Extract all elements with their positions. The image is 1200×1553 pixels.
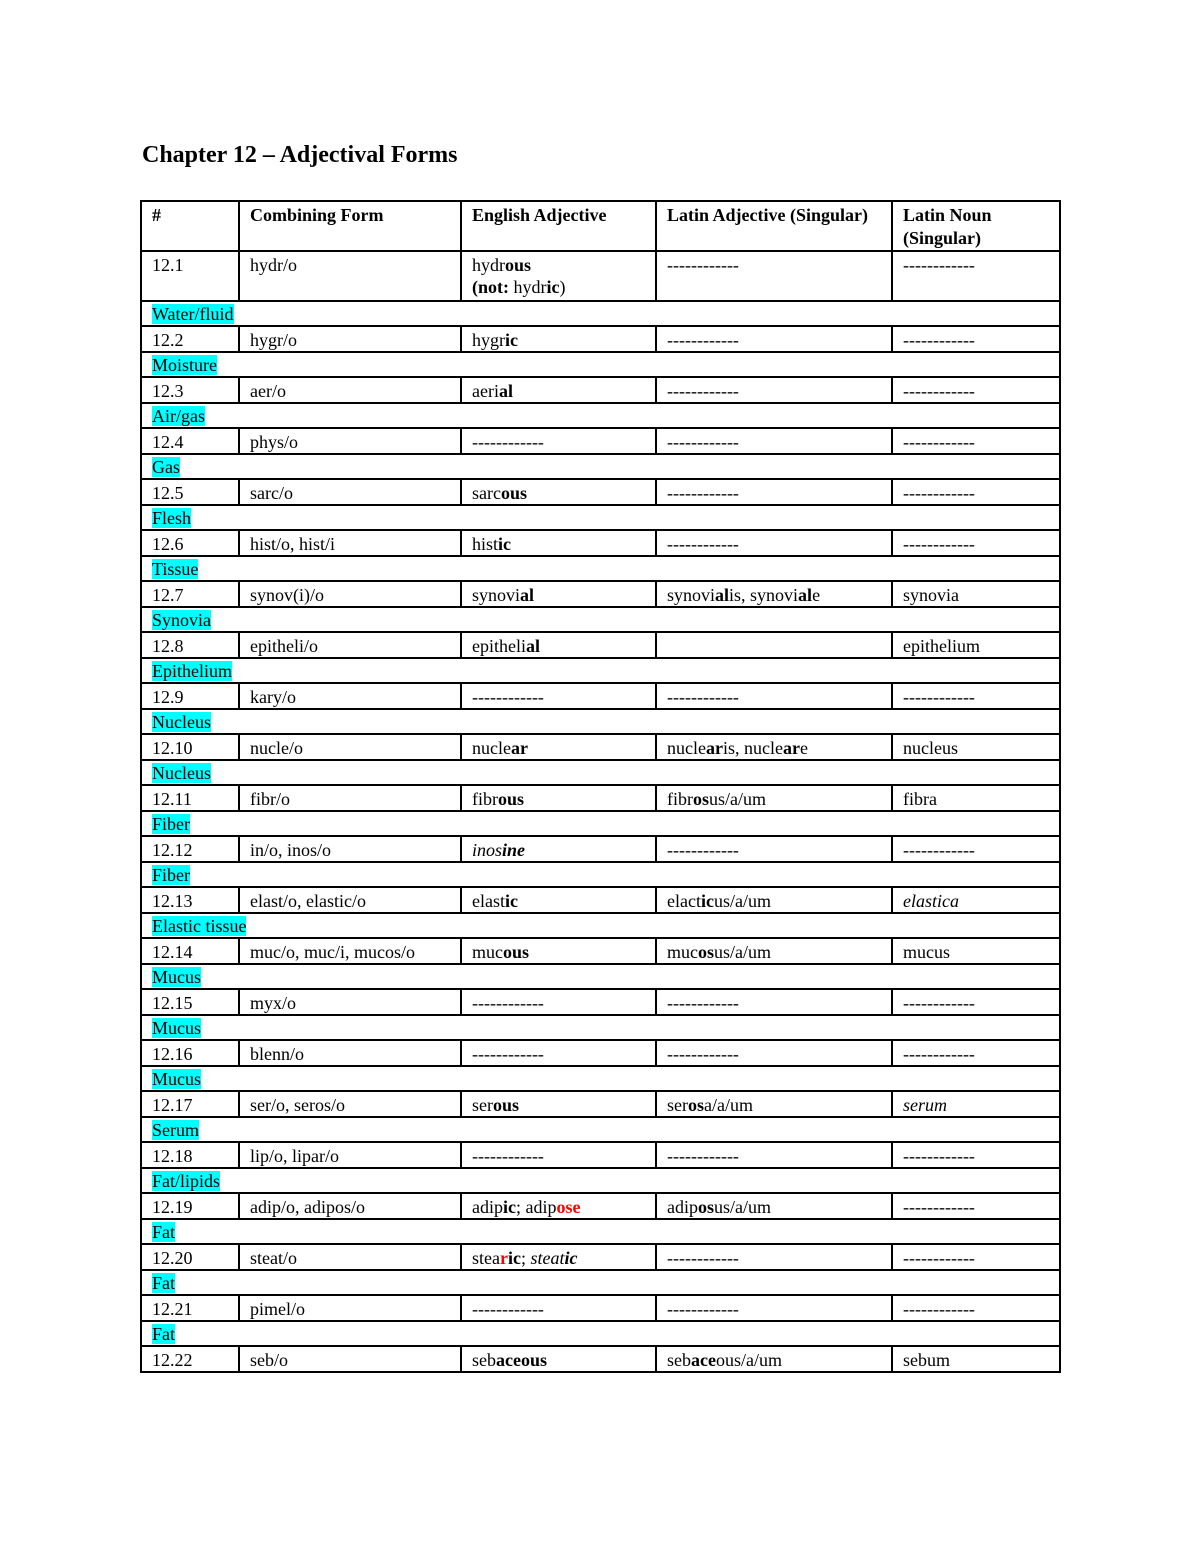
table-row: [141, 1346, 1060, 1372]
table-row: [141, 326, 1060, 352]
latin-adjective: ------------: [656, 836, 892, 862]
meaning-row: [141, 607, 1060, 632]
latin-adjective: synovialis, synoviale: [656, 581, 892, 607]
combining-form: phys/o: [239, 428, 461, 454]
meaning-label: Fiber: [152, 814, 190, 834]
meaning-row: [141, 964, 1060, 989]
latin-noun: ------------: [892, 836, 1060, 862]
entry-number: 12.10: [141, 734, 239, 760]
meaning-label: Water/fluid: [152, 304, 234, 324]
meaning-row: [141, 301, 1060, 326]
table-row: [141, 632, 1060, 658]
english-adjective: mucous: [461, 938, 656, 964]
table-row: [141, 938, 1060, 964]
combining-form: sarc/o: [239, 479, 461, 505]
latin-adjective: [656, 632, 892, 658]
english-adjective: histic: [461, 530, 656, 556]
meaning-row: [141, 811, 1060, 836]
english-adjective: ------------: [461, 1142, 656, 1168]
latin-noun: ------------: [892, 1193, 1060, 1219]
combining-form: epitheli/o: [239, 632, 461, 658]
combining-form: blenn/o: [239, 1040, 461, 1066]
table-row: [141, 1040, 1060, 1066]
latin-noun: ------------: [892, 1244, 1060, 1270]
latin-noun: nucleus: [892, 734, 1060, 760]
table-row: [141, 836, 1060, 862]
latin-noun: ------------: [892, 1142, 1060, 1168]
entry-number: 12.16: [141, 1040, 239, 1066]
meaning-label: Air/gas: [152, 406, 205, 426]
combining-form: aer/o: [239, 377, 461, 403]
latin-noun: synovia: [892, 581, 1060, 607]
latin-noun: fibra: [892, 785, 1060, 811]
header-latin-adjective: Latin Adjective (Singular): [656, 201, 892, 251]
meaning-row: [141, 1168, 1060, 1193]
meaning-label: Flesh: [152, 508, 192, 528]
latin-adjective: ------------: [656, 989, 892, 1015]
combining-form: ser/o, seros/o: [239, 1091, 461, 1117]
meaning-label: Nucleus: [152, 763, 211, 783]
latin-adjective: ------------: [656, 326, 892, 352]
english-adjective: hygric: [461, 326, 656, 352]
meaning-label: Fat: [152, 1222, 176, 1242]
latin-noun: ------------: [892, 251, 1060, 301]
latin-noun: mucus: [892, 938, 1060, 964]
english-adjective: serous: [461, 1091, 656, 1117]
english-adjective: sarcous: [461, 479, 656, 505]
entry-number: 12.7: [141, 581, 239, 607]
entry-number: 12.4: [141, 428, 239, 454]
meaning-row: [141, 658, 1060, 683]
latin-adjective: ------------: [656, 377, 892, 403]
latin-noun: elastica: [892, 887, 1060, 913]
latin-noun: epithelium: [892, 632, 1060, 658]
table-row: [141, 989, 1060, 1015]
table-row: [141, 479, 1060, 505]
adjectival-forms-table: [140, 200, 1061, 1373]
latin-adjective: adiposus/a/um: [656, 1193, 892, 1219]
meaning-label: Elastic tissue: [152, 916, 247, 936]
latin-adjective: ------------: [656, 428, 892, 454]
combining-form: seb/o: [239, 1346, 461, 1372]
meaning-label: Moisture: [152, 355, 217, 375]
latin-noun: ------------: [892, 989, 1060, 1015]
table-row: [141, 530, 1060, 556]
meaning-row: [141, 505, 1060, 530]
entry-number: 12.2: [141, 326, 239, 352]
combining-form: synov(i)/o: [239, 581, 461, 607]
latin-adjective: serosa/a/um: [656, 1091, 892, 1117]
combining-form: myx/o: [239, 989, 461, 1015]
table-header-row: [141, 201, 1060, 251]
combining-form: lip/o, lipar/o: [239, 1142, 461, 1168]
combining-form: in/o, inos/o: [239, 836, 461, 862]
english-adjective: nuclear: [461, 734, 656, 760]
meaning-row: [141, 1219, 1060, 1244]
table-row: [141, 1193, 1060, 1219]
latin-noun: ------------: [892, 326, 1060, 352]
table-row: [141, 1295, 1060, 1321]
entry-number: 12.9: [141, 683, 239, 709]
english-adjective: sebaceous: [461, 1346, 656, 1372]
combining-form: hygr/o: [239, 326, 461, 352]
table-row: [141, 683, 1060, 709]
meaning-row: [141, 1015, 1060, 1040]
meaning-row: [141, 1321, 1060, 1346]
latin-adjective: ------------: [656, 251, 892, 301]
latin-adjective: elacticus/a/um: [656, 887, 892, 913]
meaning-label: Fat: [152, 1273, 176, 1293]
meaning-label: Epithelium: [152, 661, 232, 681]
entry-number: 12.11: [141, 785, 239, 811]
meaning-row: [141, 1066, 1060, 1091]
entry-number: 12.13: [141, 887, 239, 913]
latin-adjective: sebaceous/a/um: [656, 1346, 892, 1372]
combining-form: nucle/o: [239, 734, 461, 760]
combining-form: kary/o: [239, 683, 461, 709]
english-adjective: stearic; steatic: [461, 1244, 656, 1270]
combining-form: elast/o, elastic/o: [239, 887, 461, 913]
entry-number: 12.15: [141, 989, 239, 1015]
latin-noun: ------------: [892, 377, 1060, 403]
latin-noun: serum: [892, 1091, 1060, 1117]
english-adjective: fibrous: [461, 785, 656, 811]
english-adjective: ------------: [461, 428, 656, 454]
entry-number: 12.14: [141, 938, 239, 964]
table-row: [141, 377, 1060, 403]
meaning-row: [141, 862, 1060, 887]
combining-form: adip/o, adipos/o: [239, 1193, 461, 1219]
latin-adjective: nuclearis, nucleare: [656, 734, 892, 760]
combining-form: muc/o, muc/i, mucos/o: [239, 938, 461, 964]
latin-adjective: ------------: [656, 1295, 892, 1321]
table-row: [141, 428, 1060, 454]
entry-number: 12.22: [141, 1346, 239, 1372]
meaning-row: [141, 1270, 1060, 1295]
english-adjective: synovial: [461, 581, 656, 607]
entry-number: 12.17: [141, 1091, 239, 1117]
meaning-row: [141, 760, 1060, 785]
table-row: [141, 1244, 1060, 1270]
latin-adjective: fibrosus/a/um: [656, 785, 892, 811]
english-adjective: inosine: [461, 836, 656, 862]
latin-adjective: mucosus/a/um: [656, 938, 892, 964]
meaning-row: [141, 352, 1060, 377]
english-adjective: elastic: [461, 887, 656, 913]
table-row: [141, 887, 1060, 913]
table-row: [141, 1142, 1060, 1168]
entry-number: 12.3: [141, 377, 239, 403]
english-adjective: epithelial: [461, 632, 656, 658]
english-adjective: ------------: [461, 989, 656, 1015]
table-row: [141, 251, 1060, 301]
english-adjective: ------------: [461, 1040, 656, 1066]
english-adjective: ------------: [461, 683, 656, 709]
english-adjective: hydrous (not: hydric): [461, 251, 656, 301]
meaning-label: Mucus: [152, 967, 201, 987]
meaning-label: Fat/lipids: [152, 1171, 221, 1191]
meaning-label: Serum: [152, 1120, 199, 1140]
header-english-adjective: English Adjective: [461, 201, 656, 251]
latin-adjective: ------------: [656, 530, 892, 556]
entry-number: 12.21: [141, 1295, 239, 1321]
meaning-label: Fiber: [152, 865, 190, 885]
latin-noun: ------------: [892, 530, 1060, 556]
english-adjective: ------------: [461, 1295, 656, 1321]
latin-adjective: ------------: [656, 479, 892, 505]
latin-adjective: ------------: [656, 1040, 892, 1066]
entry-number: 12.1: [141, 251, 239, 301]
entry-number: 12.19: [141, 1193, 239, 1219]
entry-number: 12.20: [141, 1244, 239, 1270]
latin-noun: ------------: [892, 683, 1060, 709]
entry-number: 12.5: [141, 479, 239, 505]
entry-number: 12.8: [141, 632, 239, 658]
meaning-label: Mucus: [152, 1018, 201, 1038]
combining-form: steat/o: [239, 1244, 461, 1270]
latin-noun: ------------: [892, 1040, 1060, 1066]
meaning-row: [141, 403, 1060, 428]
latin-adjective: ------------: [656, 683, 892, 709]
table-row: [141, 785, 1060, 811]
latin-noun: ------------: [892, 479, 1060, 505]
table-row: [141, 581, 1060, 607]
entry-number: 12.6: [141, 530, 239, 556]
meaning-label: Gas: [152, 457, 180, 477]
meaning-row: [141, 454, 1060, 479]
header-number: #: [141, 201, 239, 251]
latin-noun: ------------: [892, 428, 1060, 454]
combining-form: hist/o, hist/i: [239, 530, 461, 556]
latin-noun: sebum: [892, 1346, 1060, 1372]
table-row: [141, 1091, 1060, 1117]
header-latin-noun: Latin Noun (Singular): [892, 201, 1060, 251]
english-adjective: aerial: [461, 377, 656, 403]
combining-form: fibr/o: [239, 785, 461, 811]
meaning-row: [141, 709, 1060, 734]
table-body: [141, 251, 1060, 1372]
meaning-row: [141, 1117, 1060, 1142]
meaning-row: [141, 913, 1060, 938]
latin-noun: ------------: [892, 1295, 1060, 1321]
latin-adjective: ------------: [656, 1142, 892, 1168]
latin-adjective: ------------: [656, 1244, 892, 1270]
meaning-label: Mucus: [152, 1069, 201, 1089]
meaning-label: Synovia: [152, 610, 212, 630]
header-combining-form: Combining Form: [239, 201, 461, 251]
page-title: Chapter 12 – Adjectival Forms: [142, 142, 458, 168]
meaning-label: Nucleus: [152, 712, 211, 732]
entry-number: 12.12: [141, 836, 239, 862]
meaning-row: [141, 556, 1060, 581]
english-adjective: adipic; adipose: [461, 1193, 656, 1219]
table-row: [141, 734, 1060, 760]
combining-form: hydr/o: [239, 251, 461, 301]
combining-form: pimel/o: [239, 1295, 461, 1321]
entry-number: 12.18: [141, 1142, 239, 1168]
meaning-label: Tissue: [152, 559, 199, 579]
meaning-label: Fat: [152, 1324, 176, 1344]
